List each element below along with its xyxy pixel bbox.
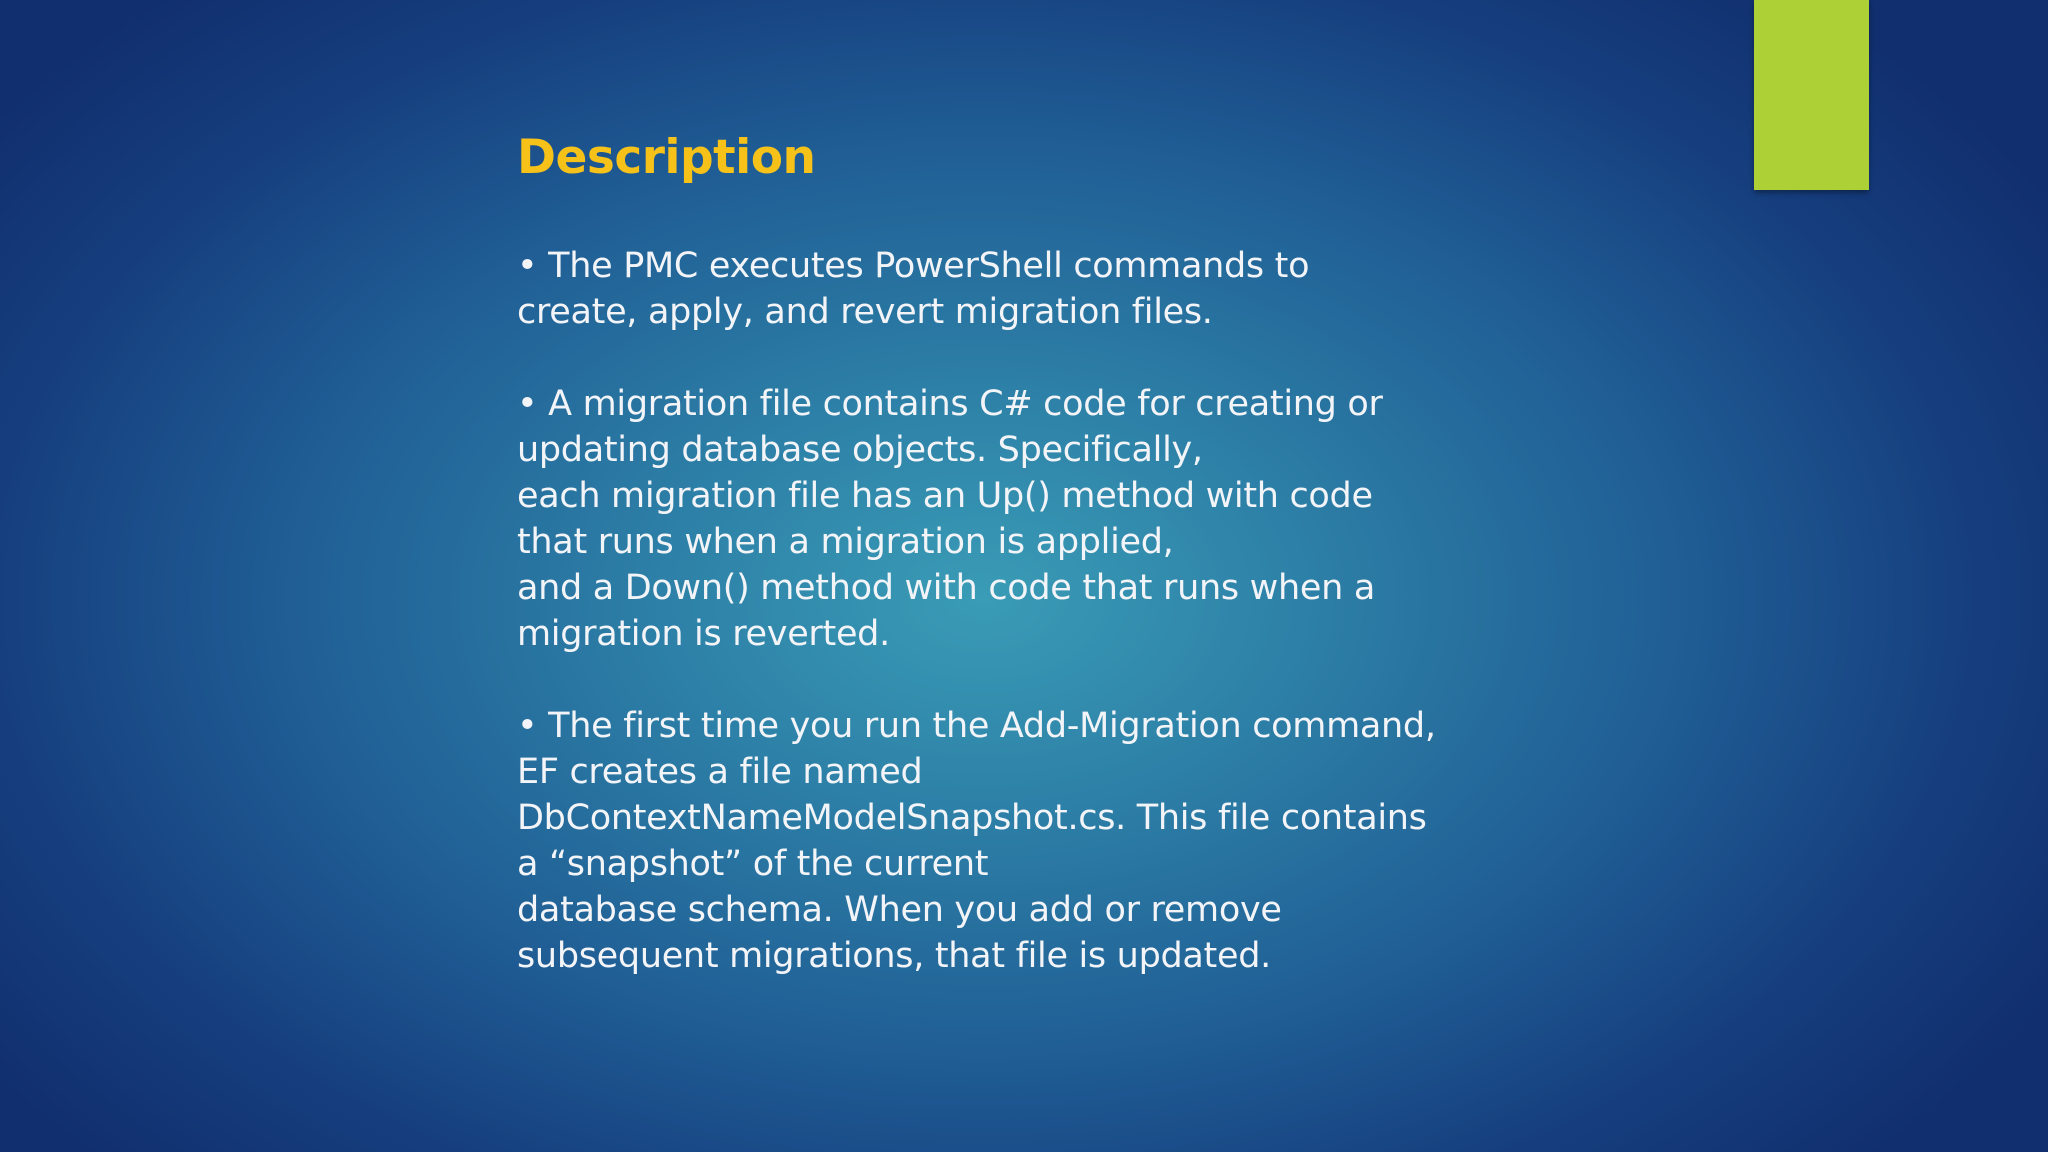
bullet-line: subsequent migrations, that file is updated. [517, 936, 1271, 976]
bullet-item [517, 243, 1577, 335]
bullet-line: updating database objects. Specifically, [517, 430, 1203, 470]
bullet-line: migration is reverted. [517, 614, 890, 654]
bullet-line: • The first time you run the Add-Migration command, [517, 706, 1436, 746]
bullet-line: DbContextNameModelSnapshot.cs. This file contains [517, 798, 1427, 838]
bullet-item [517, 703, 1577, 979]
slide-title: Description [517, 130, 816, 185]
bullet-line: • The PMC executes PowerShell commands to [517, 246, 1310, 286]
bullet-line: and a Down() method with code that runs when a [517, 568, 1375, 608]
bullet-line: EF creates a file named [517, 752, 923, 792]
slide-content [517, 125, 1577, 1025]
bullet-line: database schema. When you add or remove [517, 890, 1282, 930]
bullet-line: create, apply, and revert migration files. [517, 292, 1213, 332]
bullet-list [517, 243, 1577, 979]
bullet-line: a “snapshot” of the current [517, 844, 989, 884]
bullet-line: that runs when a migration is applied, [517, 522, 1174, 562]
accent-bar [1754, 0, 1869, 190]
bullet-item [517, 381, 1577, 657]
bullet-line: • A migration file contains C# code for creating or [517, 384, 1383, 424]
bullet-line: each migration file has an Up() method with code [517, 476, 1373, 516]
